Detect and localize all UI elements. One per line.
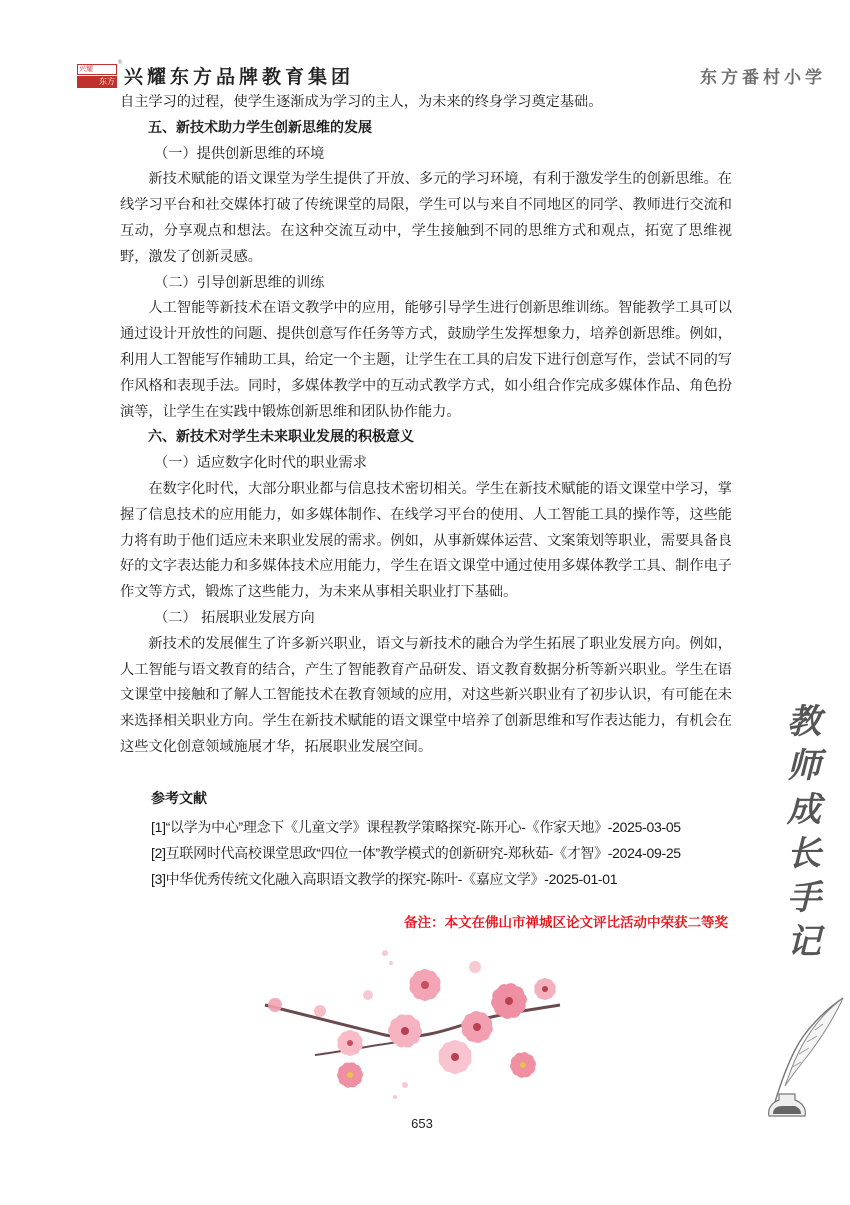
references — [151, 786, 741, 892]
school-name: 东方番村小学 — [700, 68, 826, 88]
side-title-char: 记 — [787, 922, 821, 962]
paragraph: 人工智能等新技术在语文教学中的应用，能够引导学生进行创新思维训练。智能教学工具可以通过设计开放性的问题、提供创意写作任务等方式，鼓励学生发挥想象力，培养创新思维。例如，利用人工智能写作辅助工具，给定一个主题，让学生在工具的启发下进行创意写作，尝试不同的写作风格和表现手法。同时，多媒体教学中的互动式教学方式，如小组合作完成多媒体作品、角色扮演等，让学生在实践中锻炼创新思维和团队协作能力。 — [120, 300, 732, 420]
paragraph-continuation: 自主学习的过程，使学生逐渐成为学习的主人，为未来的终身学习奠定基础。 — [120, 94, 603, 110]
side-title-char: 长 — [787, 834, 821, 874]
reference-item: [3]中华优秀传统文化融入高职语文教学的探究-陈叶-《嘉应文学》-2025-01-01 — [151, 871, 618, 887]
logo-bottom-text: 东方 — [77, 76, 117, 88]
brand-logo — [77, 59, 123, 88]
subsection-heading: （二） 拓展职业发展方向 — [154, 609, 315, 626]
side-title-char: 成 — [787, 790, 821, 830]
subsection-heading: （一）适应数字化时代的职业需求 — [154, 455, 367, 472]
paragraph: 在数字化时代，大部分职业都与信息技术密切相关。学生在新技术赋能的语文课堂中学习，掌握了信息技术的应用能力，如多媒体制作、在线学习平台的使用、人工智能工具的操作等，这些能力将有助于他们适应未来职业发展的需求。例如，从事新媒体运营、文案策划等职业，需要具备良好的文字表达能力和多媒体技术应用能力，学生在语文课堂中通过使用多媒体教学工具、制作电子作文等方式，锻炼了这些能力，为未来从事相关职业打下基础。 — [120, 480, 732, 601]
paragraph: 新技术的发展催生了许多新兴职业，语文与新技术的融合为学生拓展了职业发展方向。例如，人工智能与语文教育的结合，产生了智能教育产品研发、语文教育数据分析等新兴职业。学生在语文课堂中接触和了解人工智能技术在教育领域的应用，对这些新兴职业有了初步认识，有可能在未来选择相关职业方向。学生在新技术赋能的语文课堂中培养了创新思维和写作表达能力，有机会在这些文化创意领域施展才华，拓展职业发展空间。 — [120, 635, 732, 755]
page-number-container — [0, 1116, 850, 1131]
logo-top-text: 兴耀 — [77, 64, 117, 75]
section-heading: 六、新技术对学生未来职业发展的积极意义 — [148, 429, 414, 446]
blossom-flower — [335, 966, 558, 1090]
subsection-heading: （二）引导创新思维的训练 — [154, 274, 325, 291]
organization-name: 兴耀东方品牌教育集团 — [124, 66, 355, 88]
reference-item: [1]“以学为中心”理念下《儿童文学》课程教学策略探究-陈开心-《作家天地》-2025-03-05 — [151, 819, 681, 835]
award-note: 备注：本文在佛山市禅城区论文评比活动中荣获二等奖 — [404, 915, 728, 931]
paragraph: 新技术赋能的语文课堂为学生提供了开放、多元的学习环境，有利于激发学生的创新思维。在线学习平台和社交媒体打破了传统课堂的局限，学生可以与来自不同地区的同学、教师进行交流和互动，分享观点和想法。在这种交流互动中，学生接触到不同的思维方式和观点，拓宽了思维视野，激发了创新灵感。 — [120, 171, 732, 265]
reference-item: [2]互联网时代高校课堂思政“四位一体”教学模式的创新研究-郑秋茹-《才智》-2024-09-25 — [151, 845, 681, 861]
side-title-char: 手 — [787, 878, 821, 918]
section-heading: 五、新技术助力学生创新思维的发展 — [148, 119, 372, 136]
page-number: 653 — [411, 1116, 433, 1131]
article-body — [120, 90, 732, 761]
quill-inkwell-icon — [755, 990, 850, 1120]
cherry-blossom-illustration — [255, 945, 575, 1105]
side-title-char: 师 — [787, 746, 821, 786]
registered-mark: ® — [117, 59, 123, 66]
side-calligraphy-title — [776, 700, 832, 964]
side-title-char: 教 — [787, 702, 821, 742]
subsection-heading: （一）提供创新思维的环境 — [154, 145, 325, 162]
references-title: 参考文献 — [151, 791, 207, 807]
